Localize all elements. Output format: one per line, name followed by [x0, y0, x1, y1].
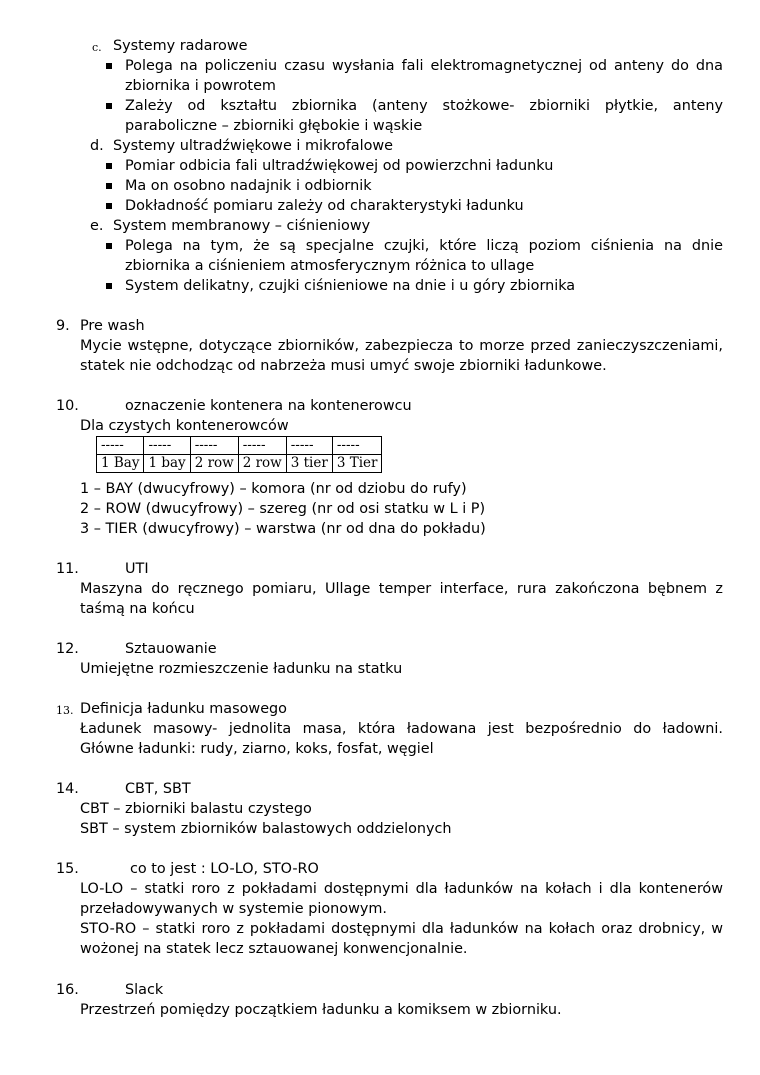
- item-number: 14.: [56, 781, 79, 797]
- item-number: 15.: [56, 861, 79, 877]
- table-row: [97, 437, 382, 455]
- item-body-line: Maszyna do ręcznego pomiaru, Ullage temper interface, rura zakończona bębnem z: [80, 581, 723, 597]
- bullet-text: zbiornika i powrotem: [125, 78, 276, 94]
- item-body-line: LO-LO – statki roro z pokładami dostępnymi dla ładunków na kołach i dla kontenerów: [80, 881, 723, 897]
- subsection-c-marker: c.: [92, 41, 102, 54]
- bullet-marker: [106, 203, 112, 209]
- table-cell: -----: [190, 437, 238, 455]
- bullet-marker: [106, 63, 112, 69]
- bullet-text: Dokładność pomiaru zależy od charakterystyki ładunku: [125, 198, 524, 214]
- bullet-marker: [106, 183, 112, 189]
- bullet-text: Polega na policzeniu czasu wysłania fali elektromagnetycznej od anteny do dna: [125, 58, 723, 74]
- item-body-line: Główne ładunki: rudy, ziarno, koks, fosfat, węgiel: [80, 741, 434, 757]
- item-body-line: SBT – system zbiorników balastowych oddzielonych: [80, 821, 452, 837]
- item-title: Definicja ładunku masowego: [80, 701, 287, 717]
- item-body-line: Ładunek masowy- jednolita masa, która ładowana jest bezpośrednio do ładowni.: [80, 721, 723, 737]
- table-cell: -----: [97, 437, 144, 455]
- item-body-line: Mycie wstępne, dotyczące zbiorników, zabezpiecza to morze przed zanieczyszczeniami,: [80, 338, 723, 354]
- item-body-line: Dla czystych kontenerowców: [80, 418, 289, 434]
- subsection-d-title: Systemy ultradźwiękowe i mikrofalowe: [113, 138, 394, 154]
- item-body-line: CBT – zbiorniki balastu czystego: [80, 801, 312, 817]
- item-body-line: STO-RO – statki roro z pokładami dostępnymi dla ładunków na kołach oraz drobnicy, w: [80, 921, 723, 937]
- item-title: Pre wash: [80, 318, 145, 334]
- bullet-text: Zależy od kształtu zbiornika (anteny stożkowe- zbiorniki płytkie, anteny: [125, 98, 723, 114]
- item-number: 13.: [56, 704, 74, 717]
- item-number: 11.: [56, 561, 79, 577]
- item-title: oznaczenie kontenera na kontenerowcu: [125, 398, 412, 414]
- table-cell: 3 tier: [286, 455, 332, 473]
- item-body-line: Przestrzeń pomiędzy początkiem ładunku a komiksem w zbiorniku.: [80, 1002, 562, 1018]
- table-cell: 2 row: [238, 455, 286, 473]
- subsection-e-marker: e.: [90, 218, 104, 234]
- bullet-text: System delikatny, czujki ciśnieniowe na dnie i u góry zbiornika: [125, 278, 576, 294]
- bullet-text: Pomiar odbicia fali ultradźwiękowej od powierzchni ładunku: [125, 158, 554, 174]
- bullet-text: Ma on osobno nadajnik i odbiornik: [125, 178, 372, 194]
- item-body-line: 1 – BAY (dwucyfrowy) – komora (nr od dziobu do rufy): [80, 481, 467, 497]
- item-number: 10.: [56, 398, 79, 414]
- item-number: 9.: [56, 318, 70, 334]
- item-number: 12.: [56, 641, 79, 657]
- subsection-c-title: Systemy radarowe: [113, 38, 248, 54]
- table-cell: -----: [332, 437, 382, 455]
- table-cell: 1 bay: [144, 455, 190, 473]
- bullet-marker: [106, 283, 112, 289]
- table-cell: -----: [238, 437, 286, 455]
- bullet-marker: [106, 103, 112, 109]
- item-number: 16.: [56, 982, 79, 998]
- container-code-table: [96, 436, 382, 473]
- table-cell: 1 Bay: [97, 455, 144, 473]
- item-body-line: 2 – ROW (dwucyfrowy) – szereg (nr od osi statku w L i P): [80, 501, 486, 517]
- item-title: UTI: [125, 561, 149, 577]
- bullet-text: Polega na tym, że są specjalne czujki, które liczą poziom ciśnienia na dnie: [125, 238, 723, 254]
- item-body-line: statek nie odchodząc od nabrzeża musi umyć swoje zbiorniki ładunkowe.: [80, 358, 607, 374]
- subsection-e-title: System membranowy – ciśnieniowy: [113, 218, 371, 234]
- bullet-text: paraboliczne – zbiorniki głębokie i wąskie: [125, 118, 423, 134]
- item-body-line: Umiejętne rozmieszczenie ładunku na statku: [80, 661, 403, 677]
- item-body-line: wożonej na statek lecz sztauowanej konwencjonalnie.: [80, 941, 468, 957]
- item-body-line: 3 – TIER (dwucyfrowy) – warstwa (nr od dna do pokładu): [80, 521, 486, 537]
- subsection-d-marker: d.: [90, 138, 104, 154]
- item-title: CBT, SBT: [125, 781, 191, 797]
- bullet-text: zbiornika a ciśnieniem atmosferycznym różnica to ullage: [125, 258, 535, 274]
- item-body-line: taśmą na końcu: [80, 601, 195, 617]
- item-body-line: przeładowywanych w systemie pionowym.: [80, 901, 387, 917]
- item-title: Sztauowanie: [125, 641, 217, 657]
- table-cell: 2 row: [190, 455, 238, 473]
- table-cell: -----: [286, 437, 332, 455]
- item-title: co to jest : LO-LO, STO-RO: [130, 861, 319, 877]
- table-cell: 3 Tier: [332, 455, 382, 473]
- table-cell: -----: [144, 437, 190, 455]
- bullet-marker: [106, 163, 112, 169]
- bullet-marker: [106, 243, 112, 249]
- item-title: Slack: [125, 982, 164, 998]
- table-row: [97, 455, 382, 473]
